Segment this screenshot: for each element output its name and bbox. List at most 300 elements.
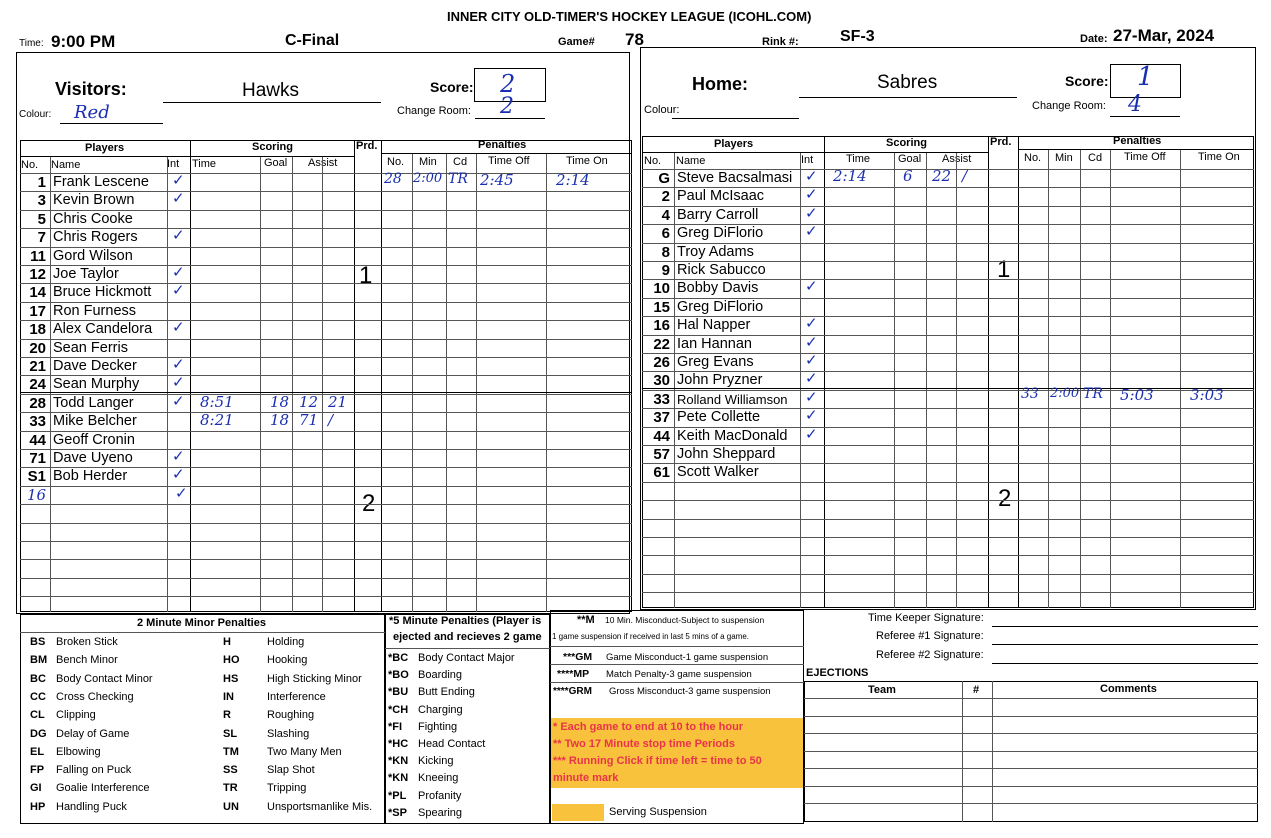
h-col-min: Min — [1055, 152, 1073, 164]
h-col-scoring: Scoring — [886, 137, 927, 149]
h-row-line — [642, 555, 1254, 556]
visitors-score-label: Score: — [430, 79, 474, 95]
minor-desc: Goalie Interference — [56, 782, 150, 795]
minor-code: EL — [30, 745, 45, 758]
h-col-divider — [926, 152, 927, 608]
game-time: 9:00 PM — [51, 32, 116, 51]
major-desc: Charging — [418, 703, 463, 716]
int-check: ✓ — [805, 352, 818, 369]
player-number: 71 — [29, 450, 46, 467]
h-col-assist: Assist — [942, 153, 972, 165]
player-number: 7 — [37, 229, 46, 247]
penalty-no: 33 — [1021, 386, 1039, 402]
h-col-time-off: Time Off — [1124, 151, 1166, 163]
player-name: Pete Collette — [677, 409, 761, 426]
minor-code: HP — [30, 800, 46, 813]
h-col-pno: No. — [1024, 152, 1042, 164]
minor-code: BS — [30, 636, 46, 648]
goal-assist-2: / — [328, 411, 334, 429]
player-name: Dave Decker — [53, 358, 137, 374]
v-col-divider — [50, 156, 51, 612]
player-number: 5 — [37, 210, 46, 228]
player-name: Dave Uyeno — [53, 450, 133, 466]
v-row-line — [20, 523, 632, 524]
v-col-divider — [412, 153, 413, 612]
major-code: *HC — [388, 738, 409, 750]
penalty-code: TR — [1083, 386, 1103, 402]
home-team: Sabres — [877, 72, 938, 93]
major-desc: Profanity — [418, 789, 462, 802]
int-check: ✓ — [805, 223, 818, 241]
h-col-name: Name — [676, 155, 706, 167]
grm-text: Gross Misconduct-3 game suspension — [609, 686, 771, 697]
v-col-players: Players — [85, 142, 125, 154]
player-name: Greg DiFlorio — [677, 298, 764, 315]
v-col-penalties: Penalties — [478, 139, 527, 151]
player-name: Bruce Hickmott — [53, 284, 152, 301]
player-number: 16 — [653, 317, 670, 335]
player-name: Bob Herder — [53, 468, 128, 485]
major-desc: Boarding — [418, 669, 463, 682]
minor-code: TR — [223, 782, 238, 795]
minor-desc: High Sticking Minor — [267, 672, 362, 685]
v-extra-player-no: 16 — [27, 486, 47, 504]
goal-scorer: 18 — [270, 411, 290, 429]
m-text: 10 Min. Misconduct-Subject to suspension — [605, 615, 765, 625]
note-3b: minute mark — [553, 772, 619, 784]
player-number: 6 — [661, 225, 670, 243]
minor-desc: Hooking — [267, 654, 308, 667]
v-col-assist: Assist — [308, 157, 338, 169]
goal-assist-1: 71 — [299, 411, 319, 429]
minor-desc: Roughing — [267, 709, 315, 722]
player-name: Greg DiFlorio — [677, 225, 764, 242]
ej-col-num: # — [973, 684, 980, 696]
major-title-2: ejected and recieves 2 game — [393, 631, 542, 643]
minor-desc: Interference — [267, 690, 326, 703]
minor-code: CL — [30, 709, 45, 722]
int-check: ✓ — [805, 278, 818, 296]
goal-time: 2:14 — [833, 167, 867, 185]
home-room-label: Change Room: — [1032, 100, 1106, 112]
minor-code: FP — [30, 764, 45, 777]
player-name: Hal Napper — [677, 317, 751, 334]
minor-code: GI — [30, 782, 42, 795]
misconduct-box — [550, 610, 804, 824]
note-2: ** Two 17 Minute stop time Periods — [553, 738, 735, 750]
int-check: ✓ — [805, 407, 818, 425]
player-name: Bobby Davis — [677, 280, 759, 297]
m-text-2: 1 game suspension if received in last 5 mins of a game. — [552, 632, 749, 641]
minor-desc: Unsportsmanlike Mis. — [267, 800, 373, 813]
goal-time: 8:51 — [200, 393, 234, 411]
minor-desc: Tripping — [267, 782, 307, 795]
player-name: Troy Adams — [677, 243, 754, 260]
h-col-divider — [956, 152, 957, 608]
player-name: Sean Murphy — [53, 376, 140, 393]
home-colour-label: Colour: — [644, 104, 680, 116]
time-label: Time: — [19, 38, 44, 49]
v-col-goal: Goal — [264, 157, 288, 169]
v-extra-int: ✓ — [175, 485, 188, 502]
player-name: Ian Hannan — [677, 335, 752, 352]
v-col-int: Int — [167, 158, 180, 170]
minor-code: R — [223, 709, 231, 722]
int-check: ✓ — [805, 204, 818, 222]
ejection-row-line — [804, 698, 1258, 699]
major-desc: Spearing — [418, 806, 463, 819]
v-col-min: Min — [419, 156, 437, 168]
player-number: 11 — [30, 247, 46, 265]
player-name: Paul McIsaac — [677, 188, 765, 205]
player-number: 3 — [37, 192, 46, 210]
ej-col-comments: Comments — [1100, 683, 1157, 695]
goal-scorer: 6 — [903, 167, 913, 185]
player-number: 12 — [29, 266, 46, 283]
player-number: 18 — [29, 321, 46, 339]
int-check: ✓ — [172, 356, 185, 373]
minor-code: SS — [223, 764, 238, 777]
mp-text: Match Penalty-3 game suspension — [606, 669, 752, 680]
player-number: S1 — [27, 468, 46, 486]
major-desc: Fighting — [418, 720, 458, 733]
player-number: 24 — [29, 376, 46, 394]
player-number: 4 — [661, 206, 670, 224]
player-number: G — [658, 170, 670, 187]
h-col-cd: Cd — [1088, 152, 1103, 164]
visitors-room: 2 — [500, 94, 514, 119]
minor-code: BM — [30, 654, 48, 667]
h-col-penalties: Penalties — [1113, 135, 1162, 147]
int-check: ✓ — [172, 227, 185, 245]
penalty-time-on: 3:03 — [1190, 386, 1224, 404]
h-row-line — [642, 500, 1254, 501]
date: 27-Mar, 2024 — [1113, 26, 1215, 45]
minor-desc: Two Many Men — [267, 745, 342, 758]
player-name: John Sheppard — [677, 446, 776, 462]
int-check: ✓ — [805, 370, 818, 388]
goal-assist-1: 22 — [932, 167, 952, 185]
rink-label: Rink #: — [762, 36, 799, 48]
v-col-time-on: Time On — [566, 155, 608, 167]
major-code: *BU — [388, 686, 409, 699]
note-1: * Each game to end at 10 to the hour — [553, 721, 744, 733]
minor-code: DG — [30, 727, 47, 740]
visitors-team: Hawks — [242, 80, 300, 101]
round: C-Final — [285, 32, 340, 49]
player-number: 2 — [661, 188, 670, 206]
player-number: 15 — [653, 298, 670, 316]
player-name: Ron Furness — [53, 302, 137, 319]
date-label: Date: — [1080, 33, 1108, 45]
player-number: 17 — [29, 302, 46, 320]
minor-desc: Delay of Game — [56, 727, 130, 740]
int-check: ✓ — [172, 319, 185, 337]
player-number: 44 — [653, 427, 670, 445]
ejection-row-line — [804, 803, 1258, 804]
player-number: 9 — [661, 262, 670, 279]
v-row-line — [20, 578, 632, 579]
h-col-goal: Goal — [898, 153, 922, 165]
int-check: ✓ — [172, 466, 185, 484]
v-col-divider — [322, 156, 323, 612]
v-col-scoring: Scoring — [252, 141, 293, 153]
major-code: *CH — [388, 703, 409, 716]
home-label: Home: — [692, 74, 749, 94]
penalty-min: 2:00 — [1050, 386, 1080, 401]
player-name: Kevin Brown — [53, 192, 135, 209]
v-col-divider — [476, 153, 477, 612]
h-col-no: No. — [644, 155, 662, 167]
goal-assist-2: 21 — [328, 393, 348, 411]
minor-code: H — [223, 636, 231, 648]
player-number: 8 — [661, 243, 670, 261]
major-desc: Kicking — [418, 755, 454, 768]
player-name: Greg Evans — [677, 354, 754, 370]
minor-desc: Body Contact Minor — [56, 672, 153, 685]
player-name: Frank Lescene — [53, 174, 149, 190]
player-name: Mike Belcher — [53, 413, 137, 430]
v-col-pno: No. — [387, 156, 405, 168]
minor-desc: Cross Checking — [56, 690, 134, 703]
v-col-name: Name — [51, 159, 81, 171]
player-name: Alex Candelora — [53, 321, 153, 338]
game-number: 78 — [625, 30, 644, 49]
goal-time: 8:21 — [200, 411, 234, 429]
ejection-row-line — [804, 751, 1258, 752]
h-row-line — [642, 537, 1254, 538]
v-period-2: 2 — [362, 490, 376, 517]
h-col-players: Players — [714, 138, 754, 150]
player-name: Gord Wilson — [53, 247, 133, 264]
player-number: 26 — [653, 354, 670, 371]
int-check: ✓ — [172, 282, 185, 300]
major-desc: Kneeing — [418, 772, 459, 785]
visitors-room-label: Change Room: — [397, 105, 471, 117]
int-check: ✓ — [172, 374, 185, 392]
player-name: Rolland Williamson — [677, 391, 788, 407]
h-col-divider — [800, 152, 801, 608]
minor-desc: Broken Stick — [56, 636, 118, 648]
player-number: 61 — [653, 464, 670, 482]
v-col-divider — [260, 156, 261, 612]
h-col-time-on: Time On — [1198, 151, 1240, 163]
ej-col-team: Team — [868, 684, 896, 696]
player-name: Geoff Cronin — [53, 431, 135, 448]
h-row-line — [642, 482, 1254, 483]
note-3: *** Running Click if time left = time to 50 — [553, 755, 762, 767]
v-col-divider — [546, 153, 547, 612]
player-number: 28 — [29, 394, 46, 412]
minor-code: BC — [30, 672, 46, 685]
minor-desc: Handling Puck — [56, 800, 127, 813]
penalty-min: 2:00 — [413, 171, 443, 186]
v-col-divider — [446, 153, 447, 612]
gm-text: Game Misconduct-1 game suspension — [606, 652, 769, 663]
v-header-line — [20, 156, 354, 157]
player-name: Todd Langer — [53, 394, 134, 411]
major-desc: Butt Ending — [418, 686, 475, 699]
int-check: ✓ — [172, 392, 185, 410]
v-col-cd: Cd — [453, 156, 468, 168]
h-col-divider — [1048, 149, 1049, 608]
player-number: 14 — [29, 284, 46, 302]
visitors-score: 2 — [500, 70, 516, 98]
visitors-label: Visitors: — [55, 79, 127, 99]
major-code: *PL — [388, 789, 407, 802]
v-row-line — [20, 596, 632, 597]
major-penalties-box — [385, 614, 550, 824]
int-check: ✓ — [172, 172, 185, 189]
v-col-no: No. — [21, 159, 39, 171]
h-row-line — [642, 592, 1254, 593]
minor-desc: Elbowing — [56, 745, 101, 758]
v-row-line — [20, 541, 632, 542]
h-col-prd: Prd. — [990, 136, 1012, 148]
player-name: Scott Walker — [677, 464, 759, 481]
int-check: ✓ — [805, 168, 818, 185]
int-check: ✓ — [172, 264, 185, 281]
ref1-label: Referee #1 Signature: — [876, 630, 984, 642]
ejection-row-line — [804, 768, 1258, 769]
v-period-1: 1 — [359, 262, 373, 289]
ejection-row-line — [804, 786, 1258, 787]
grm-code: ****GRM — [553, 686, 592, 697]
minor-code: HO — [223, 654, 240, 667]
int-check: ✓ — [172, 190, 185, 208]
minor-desc: Holding — [267, 636, 305, 648]
visitors-colour-label: Colour: — [19, 109, 52, 120]
m-code: **M — [577, 614, 595, 626]
v-col-time-off: Time Off — [488, 155, 530, 167]
h-header-line — [642, 152, 988, 153]
timekeeper-label: Time Keeper Signature: — [868, 612, 984, 624]
visitors-colour: Red — [74, 102, 110, 123]
major-desc: Head Contact — [418, 738, 486, 750]
ref2-label: Referee #2 Signature: — [876, 649, 984, 661]
v-col-time: Time — [192, 158, 217, 170]
v-col-divider — [292, 156, 293, 612]
penalty-time-off: 5:03 — [1120, 386, 1154, 404]
player-number: 22 — [653, 335, 670, 353]
h-period-2: 2 — [998, 485, 1012, 512]
penalty-code: TR — [448, 171, 468, 187]
major-code: *BC — [388, 652, 409, 664]
player-number: 30 — [653, 372, 670, 390]
player-name: Chris Rogers — [53, 229, 138, 246]
player-name: Keith MacDonald — [677, 427, 788, 444]
minor-title: 2 Minute Minor Penalties — [137, 617, 266, 629]
major-code: *BO — [388, 669, 409, 682]
h-col-divider — [674, 152, 675, 608]
minor-desc: Slashing — [267, 727, 310, 740]
minor-code: SL — [223, 727, 238, 740]
player-number: 21 — [29, 358, 46, 375]
h-row-line — [642, 519, 1254, 520]
minor-code: UN — [223, 800, 239, 813]
major-code: *KN — [388, 755, 409, 768]
major-code: *SP — [388, 806, 407, 819]
player-name: Rick Sabucco — [677, 262, 766, 278]
player-name: Chris Cooke — [53, 210, 133, 227]
serving-swatch — [552, 804, 604, 821]
h-col-time: Time — [846, 153, 871, 165]
h-col-divider — [1110, 149, 1111, 608]
int-check: ✓ — [805, 333, 818, 351]
h-col-divider — [894, 152, 895, 608]
v-row-line — [20, 486, 632, 487]
int-check: ✓ — [172, 448, 185, 465]
player-number: 44 — [29, 431, 46, 449]
minor-code: TM — [223, 745, 239, 758]
penalty-time-off: 2:45 — [480, 171, 514, 189]
player-name: John Pryzner — [677, 372, 763, 389]
mp-code: ****MP — [557, 668, 590, 680]
int-check: ✓ — [805, 186, 818, 204]
h-col-int: Int — [801, 154, 814, 166]
home-score-label: Score: — [1065, 73, 1109, 89]
game-label: Game# — [558, 36, 595, 48]
ejections-title: EJECTIONS — [806, 667, 869, 679]
v-row-line — [20, 559, 632, 560]
player-number: 33 — [653, 390, 670, 408]
v-col-prd: Prd. — [356, 140, 378, 152]
penalty-no: 28 — [384, 171, 402, 187]
major-code: *KN — [388, 772, 409, 785]
int-check: ✓ — [805, 315, 818, 333]
home-room: 4 — [1128, 92, 1142, 117]
int-check: ✓ — [805, 388, 818, 406]
penalty-time-on: 2:14 — [556, 171, 590, 189]
major-title-1: *5 Minute Penalties (Player is — [389, 615, 542, 627]
int-check: ✓ — [805, 425, 818, 443]
serving-suspension: Serving Suspension — [609, 806, 707, 818]
minor-code: HS — [223, 672, 239, 685]
minor-desc: Slap Shot — [267, 764, 315, 777]
gm-code: ***GM — [563, 651, 593, 663]
minor-desc: Falling on Puck — [56, 764, 132, 777]
league-title: INNER CITY OLD-TIMER'S HOCKEY LEAGUE (ICOHL.COM) — [447, 9, 812, 24]
rink: SF-3 — [840, 28, 875, 45]
player-name: Joe Taylor — [53, 266, 119, 282]
player-name: Barry Carroll — [677, 206, 759, 223]
player-number: 10 — [653, 280, 670, 298]
home-score: 1 — [1137, 62, 1154, 92]
player-name: Steve Bacsalmasi — [677, 170, 793, 186]
ejections-table — [804, 681, 1258, 822]
goal-assist-2: / — [962, 167, 968, 185]
v-row-line — [20, 504, 632, 505]
h-col-divider — [1080, 149, 1081, 608]
v-col-divider — [167, 156, 168, 612]
goal-assist-1: 12 — [299, 393, 319, 411]
player-number: 1 — [37, 174, 46, 191]
minor-desc: Bench Minor — [56, 654, 118, 667]
h-row-line — [642, 574, 1254, 575]
ejection-row-line — [804, 733, 1258, 734]
major-desc: Body Contact Major — [418, 652, 515, 664]
h-row-line — [642, 390, 1254, 391]
player-number: 20 — [29, 339, 46, 357]
minor-desc: Clipping — [56, 709, 96, 722]
h-period-1: 1 — [997, 256, 1011, 283]
minor-code: IN — [223, 690, 234, 703]
v-header-line — [381, 153, 632, 154]
player-name: Sean Ferris — [53, 339, 128, 356]
player-number: 33 — [29, 413, 46, 431]
player-number: 57 — [653, 446, 670, 463]
minor-code: CC — [30, 690, 46, 703]
